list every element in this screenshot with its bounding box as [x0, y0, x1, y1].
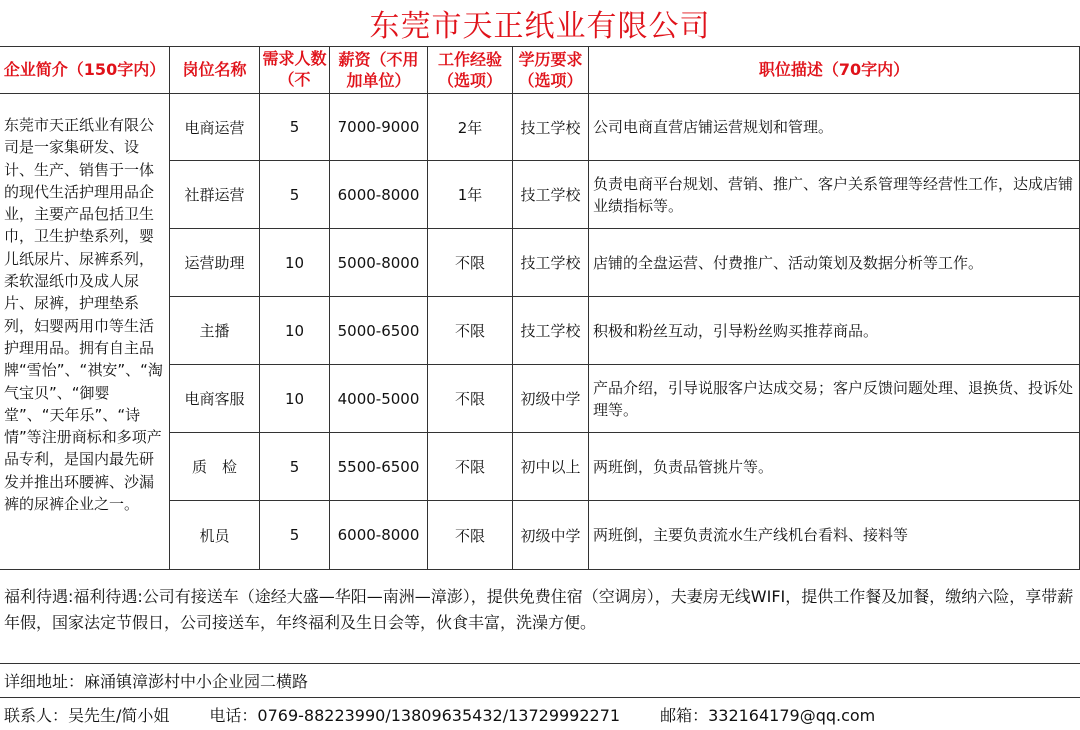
cell-count: 5	[260, 94, 330, 161]
cell-description: 负责电商平台规划、营销、推广、客户关系管理等经营性工作，达成店铺业绩指标等。	[589, 161, 1080, 229]
cell-description: 公司电商直营店铺运营规划和管理。	[589, 94, 1080, 161]
cell-salary: 6000-8000	[330, 501, 428, 570]
header-description: 职位描述（70字内）	[589, 46, 1080, 94]
page-title: 东莞市天正纸业有限公司	[0, 0, 1080, 47]
cell-position: 机员	[170, 501, 260, 570]
cell-experience: 不限	[428, 365, 513, 433]
recruitment-table	[0, 46, 1080, 730]
header-count: 需求人数（不	[260, 46, 330, 94]
cell-education: 初中以上	[513, 433, 589, 501]
header-position: 岗位名称	[170, 46, 260, 94]
cell-description: 店铺的全盘运营、付费推广、活动策划及数据分析等工作。	[589, 229, 1080, 297]
cell-education: 初级中学	[513, 501, 589, 570]
cell-experience: 不限	[428, 297, 513, 365]
cell-count: 10	[260, 229, 330, 297]
cell-description: 两班倒，主要负责流水生产线机台看料、接料等	[589, 501, 1080, 570]
cell-education: 技工学校	[513, 297, 589, 365]
cell-description: 产品介绍，引导说服客户达成交易；客户反馈问题处理、退换货、投诉处理等。	[589, 365, 1080, 433]
cell-experience: 不限	[428, 501, 513, 570]
cell-position: 运营助理	[170, 229, 260, 297]
cell-description: 两班倒，负责品管挑片等。	[589, 433, 1080, 501]
cell-salary: 5000-8000	[330, 229, 428, 297]
cell-position: 主播	[170, 297, 260, 365]
cell-salary: 7000-9000	[330, 94, 428, 161]
cell-position: 电商运营	[170, 94, 260, 161]
cell-education: 技工学校	[513, 94, 589, 161]
cell-count: 5	[260, 433, 330, 501]
header-education: 学历要求（选项）	[513, 46, 589, 94]
cell-salary: 4000-5000	[330, 365, 428, 433]
cell-count: 10	[260, 297, 330, 365]
phone-number: 电话：0769-88223990/13809635432/13729992271	[209, 705, 621, 725]
cell-salary: 5500-6500	[330, 433, 428, 501]
cell-salary: 5000-6500	[330, 297, 428, 365]
cell-count: 5	[260, 161, 330, 229]
cell-experience: 1年	[428, 161, 513, 229]
cell-experience: 不限	[428, 229, 513, 297]
contact-person: 联系人：吴先生/简小姐	[4, 705, 170, 725]
cell-position: 质 检	[170, 433, 260, 501]
cell-count: 5	[260, 501, 330, 570]
cell-experience: 2年	[428, 94, 513, 161]
cell-experience: 不限	[428, 433, 513, 501]
email-address: 邮箱：332164179@qq.com	[660, 705, 876, 725]
company-intro: 东莞市天正纸业有限公司是一家集研发、设计、生产、销售于一体的现代生活护理用品企业，主要产品包括卫生巾，卫生护垫系列，婴儿纸尿片、尿裤系列，柔软湿纸巾及成人尿片、尿裤，护理垫系列，妇婴两用巾等生活护理用品。拥有自主品牌“雪怡”、“祺安”、“淘气宝贝”、“御婴堂”、“天年乐”、“诗情”等注册商标和多项产品专利，是国内最先研发并推出环腰裤、沙漏裤的尿裤企业之一。	[0, 94, 170, 570]
header-intro: 企业简介（150字内）	[0, 46, 170, 94]
contact-line	[0, 698, 1080, 730]
cell-position: 电商客服	[170, 365, 260, 433]
cell-position: 社群运营	[170, 161, 260, 229]
cell-education: 初级中学	[513, 365, 589, 433]
header-experience: 工作经验（选项）	[428, 46, 513, 94]
cell-count: 10	[260, 365, 330, 433]
cell-description: 积极和粉丝互动，引导粉丝购买推荐商品。	[589, 297, 1080, 365]
benefits-text: 福利待遇:福利待遇:公司有接送车（途经大盛—华阳—南洲—漳澎），提供免费住宿（空调房），夫妻房无线WIFI，提供工作餐及加餐，缴纳六险，享带薪年假，国家法定节假日，公司接送车，年终福利及生日会等，伙食丰富，洗澡方便。	[0, 570, 1080, 664]
cell-education: 技工学校	[513, 161, 589, 229]
header-salary: 薪资（不用加单位）	[330, 46, 428, 94]
cell-salary: 6000-8000	[330, 161, 428, 229]
address-text: 详细地址：麻涌镇漳澎村中小企业园二横路	[0, 664, 1080, 698]
cell-education: 技工学校	[513, 229, 589, 297]
